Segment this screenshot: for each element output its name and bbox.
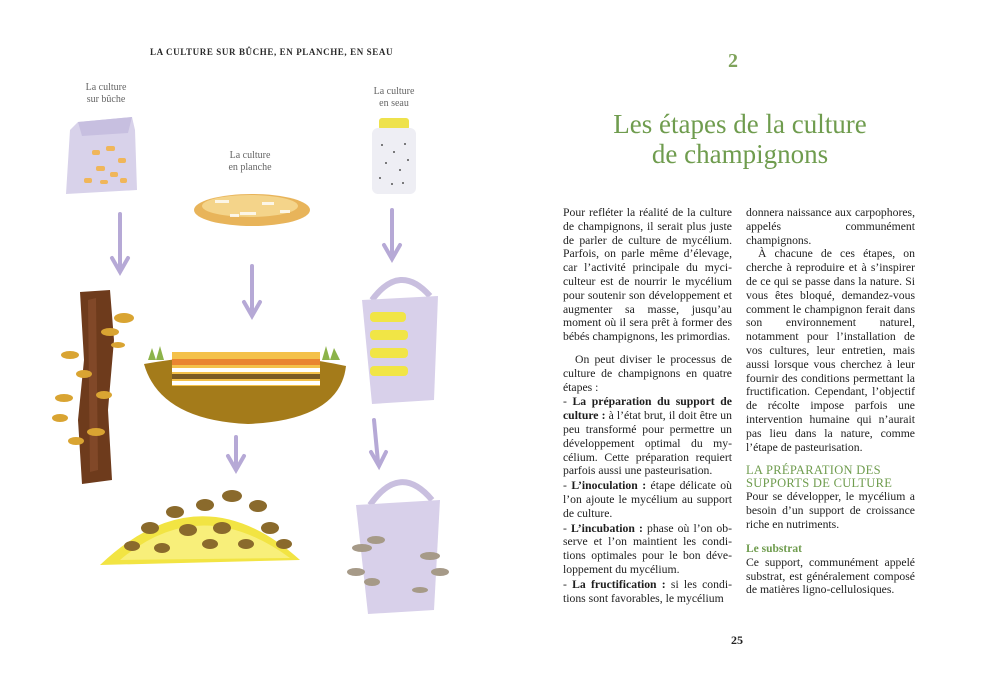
mycelium-mound-icon bbox=[100, 490, 300, 565]
paragraph: Ce support, communément appelé substrat, est généralement composé de matières ligno-cellulosiques. bbox=[746, 555, 915, 597]
list-item: - L’inoculation : étape délicate où l’on ajoute le mycélium au support de culture. bbox=[563, 479, 732, 520]
section-heading: LA PRÉPARATION DES SUPPORTS DE CULTURE bbox=[746, 463, 893, 491]
caption-buche: La culture sur bûche bbox=[85, 82, 127, 105]
list-item: - La préparation du support de culture : à l’état brut, il doit être un peu transformé pour permettre un développement optimal du mycélium. Cette préparation requiert parfois aussi une pasteurisation. bbox=[563, 395, 732, 478]
caption-planche: La culture en planche bbox=[228, 150, 272, 173]
spawn-bag-icon bbox=[66, 117, 137, 194]
running-head: LA CULTURE SUR BÛCHE, EN PLANCHE, EN SEAU bbox=[150, 47, 394, 57]
text-column-1 bbox=[563, 206, 732, 605]
bucket-fruiting-icon bbox=[347, 482, 449, 614]
chapter-number: 2 bbox=[728, 50, 738, 72]
spawn-jar-icon bbox=[372, 118, 416, 194]
arrow-icon bbox=[112, 210, 400, 470]
spawn-pile-icon bbox=[194, 194, 310, 226]
chapter-title: Les étapes de la culture de champignons bbox=[613, 109, 867, 169]
caption-seau: La culture en seau bbox=[373, 86, 415, 109]
planche-bed-icon bbox=[144, 346, 346, 424]
paragraph: Pour refléter la réalité de la culture de champignons, il serait plus juste de parler de culture de mycélium. Parfois, on parle même d’élevage, car l’activité principale du myciculteur est de nourrir le mycélium pour soutenir son développement et augmenter sa masse, jusqu’au moment où il sera prêt à former des bébés champignons, les primordias. bbox=[563, 206, 732, 344]
paragraph: À chacune de ces étapes, on cherche à reproduire et à s’inspirer de ce qui se passe dans la nature. Si vous êtes bloqué, demandez-vous comment le champignon ferait dans son environnement naturel, notamment pour l’installation de vos cultures, leur entretien, mais aussi lorsque vous cherchez à leur fournir des conditions permettant la fructification. Cependant, l’objectif de récolte impose parfois une intervention humaine qui n’aurait pas lieu dans la nature, comme l’étape de pasteurisation. bbox=[746, 247, 915, 454]
bucket-icon bbox=[362, 280, 438, 404]
subsection-heading: Le substrat bbox=[746, 542, 802, 555]
list-item: - La fructification : si les conditions sont favorables, le mycélium bbox=[563, 577, 732, 605]
page-number: 25 bbox=[731, 633, 743, 647]
paragraph: Pour se développer, le mycélium a besoin d’un support de croissance riche en nutriments. bbox=[746, 490, 915, 531]
text-column-2 bbox=[746, 206, 915, 597]
paragraph: donnera naissance aux carpophores, appelés communément champignons. bbox=[746, 206, 915, 247]
list-item: - L’incubation : phase où l’on observe et l’on maintient les conditions optimales pour le bon développement du mycélium. bbox=[563, 521, 732, 576]
log-icon bbox=[52, 290, 134, 484]
paragraph: On peut diviser le processus de culture de champignons en quatre étapes : bbox=[563, 352, 732, 394]
